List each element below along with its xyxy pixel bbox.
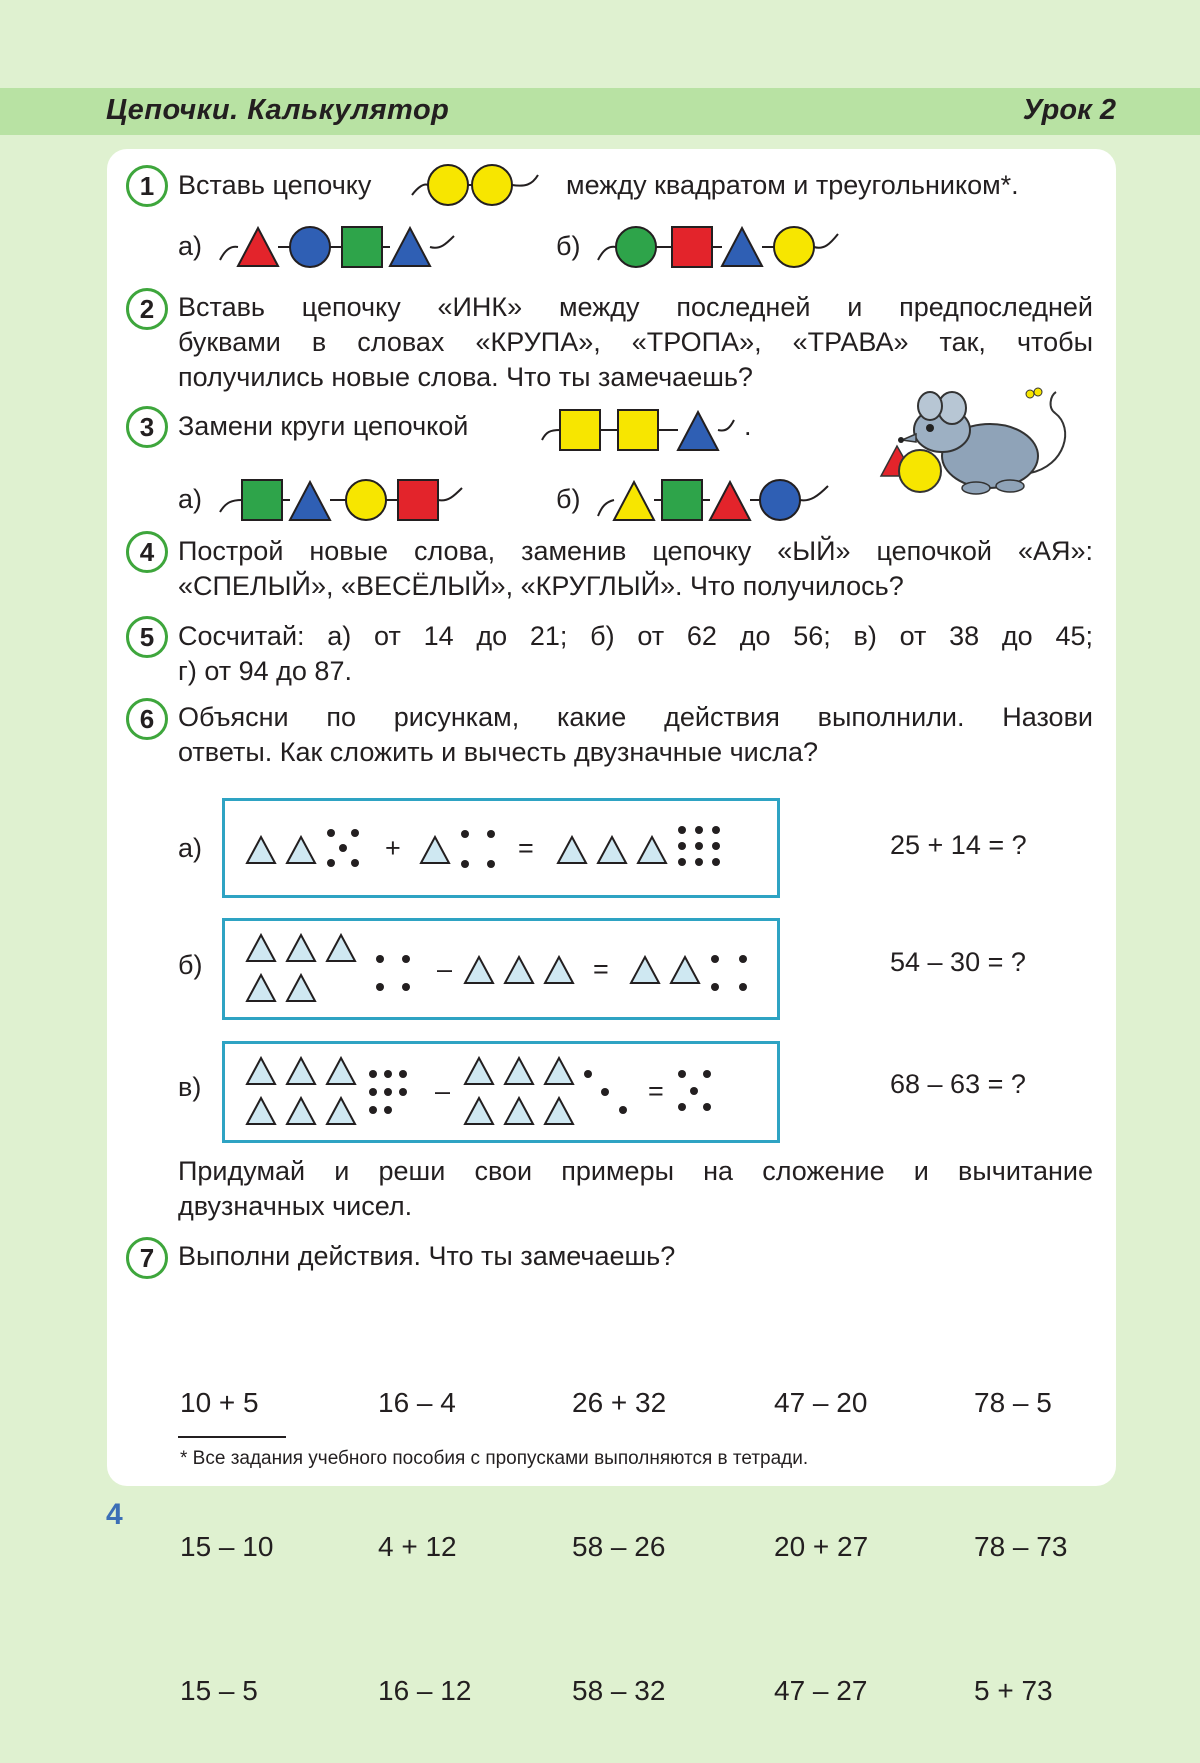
task-6-text [178,700,1093,770]
page-header [0,88,1200,135]
expression-column [572,1283,666,1763]
minus-sign: – [435,1076,451,1106]
expression: 16 – 4 [378,1387,456,1418]
picture-b-icon [225,921,777,1017]
picture-box-b [222,918,780,1020]
task-3a-label: а) [178,484,203,514]
lesson-label: Урок 2 [1022,94,1116,126]
task-2-line: получились новые слова. Что ты замечаешь? [178,362,753,392]
task-6b-label: б) [178,950,203,980]
footnote-divider [178,1436,286,1438]
expression: 15 – 10 [180,1531,274,1562]
task-6-line: ответы. Как сложить и вычесть двузначные числа? [178,737,819,767]
chapter-title: Цепочки. Калькулятор [106,94,450,126]
expression-column [774,1283,868,1763]
chain-3b-icon [596,476,856,526]
expression-column [180,1283,273,1763]
task-6-number: 6 [126,698,168,740]
task-3b-label: б) [556,484,581,514]
task-1-number: 1 [126,165,168,207]
picture-a-icon [225,801,777,895]
expression: 5 + 73 [974,1675,1053,1706]
task-2-line: Вставь цепочку «ИНК» между последней и предпоследней [178,292,1093,322]
task-6c-label: в) [178,1072,202,1102]
expression-column [974,1283,1067,1763]
task-4-line: «СПЕЛЫЙ», «ВЕСЁЛЫЙ», «КРУГЛЫЙ». Что получилось? [178,571,904,601]
task-7-number: 7 [126,1237,168,1279]
expression: 26 + 32 [572,1387,667,1418]
task-1a-label: а) [178,231,203,261]
chain-3a-icon [218,476,468,526]
expression: 47 – 20 [774,1387,868,1418]
task-1-text-start: Вставь цепочку [178,170,372,200]
task-5-number: 5 [126,616,168,658]
task-1b-label: б) [556,231,581,261]
task-4-text [178,534,1093,604]
task-2-line: буквами в словах «КРУПА», «ТРОПА», «ТРАВА» так, чтобы [178,327,1093,357]
task-3-dot: . [744,411,752,441]
expression: 4 + 12 [378,1531,457,1562]
task-7-text: Выполни действия. Что ты замечаешь? [178,1241,676,1271]
task-5-line: Сосчитай: а) от 14 до 21; б) от 62 до 56; в) от 38 до 45; [178,621,1093,651]
equation-a: 25 + 14 = ? [890,830,1027,860]
task-6-followup [178,1154,1093,1224]
expression: 78 – 73 [974,1531,1068,1562]
footnote: * Все задания учебного пособия с пропусками выполняются в тетради. [180,1448,809,1469]
chain-1a-icon [218,222,458,272]
chain-1b-icon [596,222,856,272]
task-2-number: 2 [126,288,168,330]
expression: 58 – 26 [572,1531,666,1562]
task-5-line: г) от 94 до 87. [178,656,352,686]
task-5-text [178,619,1093,689]
expression: 16 – 12 [378,1675,472,1706]
task-6-followup-line: Придумай и реши свои примеры на сложение и вычитание [178,1156,1093,1186]
chain-circles-yellow-icon [410,165,560,210]
task-4-line: Построй новые слова, заменив цепочку «ЫЙ» цепочкой «АЯ»: [178,536,1093,566]
task-2-text [178,290,1093,395]
expression: 78 – 5 [974,1387,1052,1418]
equals-sign: = [593,954,609,984]
plus-sign: + [385,833,401,863]
minus-sign: – [437,954,453,984]
task-3-number: 3 [126,406,168,448]
task-6a-label: а) [178,833,203,863]
expression: 20 + 27 [774,1531,869,1562]
task-4-number: 4 [126,531,168,573]
expression: 15 – 5 [180,1675,258,1706]
task-3-text: Замени круги цепочкой [178,411,469,441]
expression: 47 – 27 [774,1675,868,1706]
picture-box-a [222,798,780,898]
picture-box-c [222,1041,780,1143]
expression-column [378,1283,471,1763]
task-6-followup-line: двузначных чисел. [178,1191,413,1221]
task-6-line: Объясни по рисункам, какие действия выполнили. Назови [178,702,1093,732]
expression: 58 – 32 [572,1675,666,1706]
equals-sign: = [518,833,534,863]
page-number: 4 [106,1498,123,1531]
equation-c: 68 – 63 = ? [890,1069,1026,1099]
expression: 10 + 5 [180,1387,259,1418]
chain-squares-triangle-icon [540,408,740,458]
task-1-text-end: между квадратом и треугольником*. [566,170,1019,200]
picture-c-icon [225,1044,777,1140]
equation-b: 54 – 30 = ? [890,947,1026,977]
equals-sign: = [648,1076,664,1106]
mouse-illustration-icon [880,388,1090,513]
